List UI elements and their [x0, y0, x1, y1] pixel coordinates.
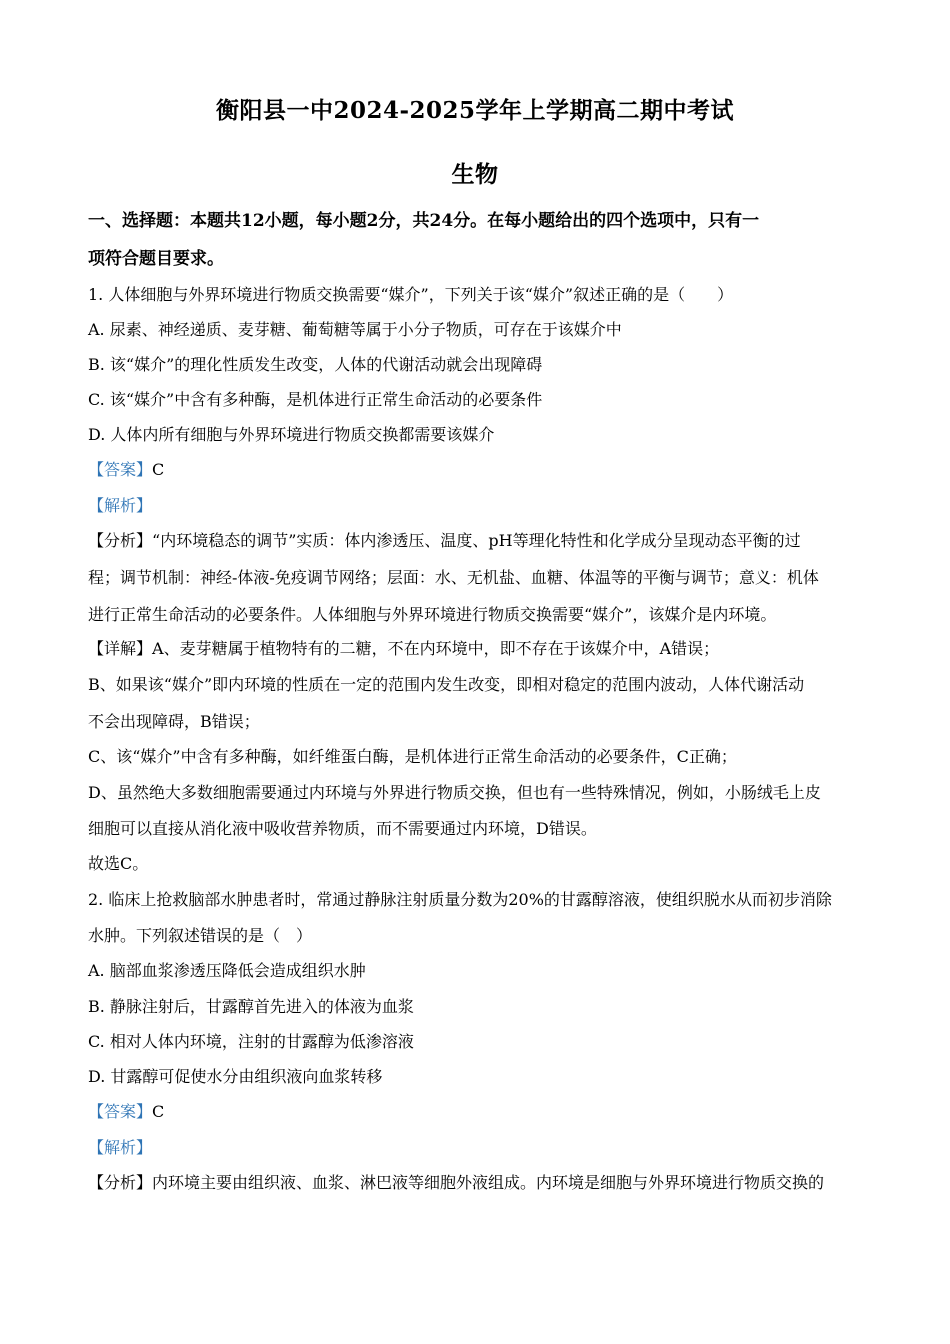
- section-heading-line-2: 项符合题目要求。: [88, 249, 224, 269]
- fenxi-tag: 【分析】: [88, 1173, 153, 1192]
- question-1-answer: [88, 459, 164, 481]
- answer-value: C: [152, 1102, 165, 1121]
- question-2-option-a: A. 脑部血浆渗透压降低会造成组织水肿: [88, 961, 366, 980]
- question-1-xiangjie-line-1: [88, 638, 719, 660]
- question-1-fenxi-line-3: 进行正常生命活动的必要条件。人体细胞与外界环境进行物质交换需要“媒介”，该媒介是内环境。: [88, 605, 777, 624]
- question-1-stem: 1. 人体细胞与外界环境进行物质交换需要“媒介”，下列关于该“媒介”叙述正确的是（ ）: [88, 285, 734, 304]
- question-1-xiangjie-line-3: 不会出现障碍，B错误；: [88, 712, 260, 731]
- question-1-option-d: D. 人体内所有细胞与外界环境进行物质交换都需要该媒介: [88, 425, 495, 444]
- answer-tag: 【答案】: [88, 1102, 153, 1121]
- question-1-xiangjie-line-6: 细胞可以直接从消化液中吸收营养物质，而不需要通过内环境，D错误。: [88, 819, 597, 838]
- question-1-option-b: B. 该“媒介”的理化性质发生改变，人体的代谢活动就会出现障碍: [88, 355, 543, 374]
- question-2-stem-line-1: 2. 临床上抢救脑部水肿患者时，常通过静脉注射质量分数为20%的甘露醇溶液，使组织脱水从而初步消除: [88, 890, 832, 909]
- question-1-analysis-tag: 【解析】: [88, 496, 153, 515]
- question-1-fenxi-line-2: 程；调节机制：神经-体液-免疫调节网络；层面：水、无机盐、血糖、体温等的平衡与调节；意义：机体: [88, 568, 819, 587]
- question-2-option-b: B. 静脉注射后，甘露醇首先进入的体液为血浆: [88, 997, 414, 1016]
- question-1-fenxi-line-1: [88, 530, 801, 552]
- answer-tag: 【答案】: [88, 460, 153, 479]
- question-2-analysis-tag: 【解析】: [88, 1138, 153, 1157]
- fenxi-text: “内环境稳态的调节”实质：体内渗透压、温度、pH等理化特性和化学成分呈现动态平衡的过: [152, 531, 801, 550]
- question-2-stem-line-2: 水肿。下列叙述错误的是（ ）: [88, 926, 313, 945]
- question-1-xiangjie-line-2: B、如果该“媒介”即内环境的性质在一定的范围内发生改变，即相对稳定的范围内波动，人体代谢活动: [88, 675, 805, 694]
- section-heading-line-1: 一、选择题：本题共12小题，每小题2分，共24分。在每小题给出的四个选项中，只有一: [88, 211, 760, 231]
- question-1-xiangjie-line-5: D、虽然绝大多数细胞需要通过内环境与外界进行物质交换，但也有一些特殊情况，例如，小肠绒毛上皮: [88, 783, 821, 802]
- xiangjie-tag: 【详解】: [88, 639, 153, 658]
- question-2-option-d: D. 甘露醇可促使水分由组织液向血浆转移: [88, 1067, 383, 1086]
- question-1-xiangjie-line-4: C、该“媒介”中含有多种酶，如纤维蛋白酶，是机体进行正常生命活动的必要条件，C正确；: [88, 747, 737, 766]
- question-2-answer: [88, 1101, 164, 1123]
- fenxi-tag: 【分析】: [88, 531, 153, 550]
- question-1-conclusion: 故选C。: [88, 854, 149, 873]
- question-1-option-a: A. 尿素、神经递质、麦芽糖、葡萄糖等属于小分子物质，可存在于该媒介中: [88, 320, 622, 339]
- exam-title: 衡阳县一中2024-2025学年上学期高二期中考试: [215, 97, 735, 124]
- fenxi-text: 内环境主要由组织液、血浆、淋巴液等细胞外液组成。内环境是细胞与外界环境进行物质交换的: [152, 1173, 825, 1192]
- question-1-option-c: C. 该“媒介”中含有多种酶，是机体进行正常生命活动的必要条件: [88, 390, 543, 409]
- answer-value: C: [152, 460, 165, 479]
- question-2-option-c: C. 相对人体内环境，注射的甘露醇为低渗溶液: [88, 1032, 414, 1051]
- question-2-fenxi-line-1: [88, 1172, 824, 1194]
- subject-title: 生物: [451, 161, 499, 188]
- xiangjie-text: A、麦芽糖属于植物特有的二糖，不在内环境中，即不存在于该媒介中，A错误；: [152, 639, 720, 658]
